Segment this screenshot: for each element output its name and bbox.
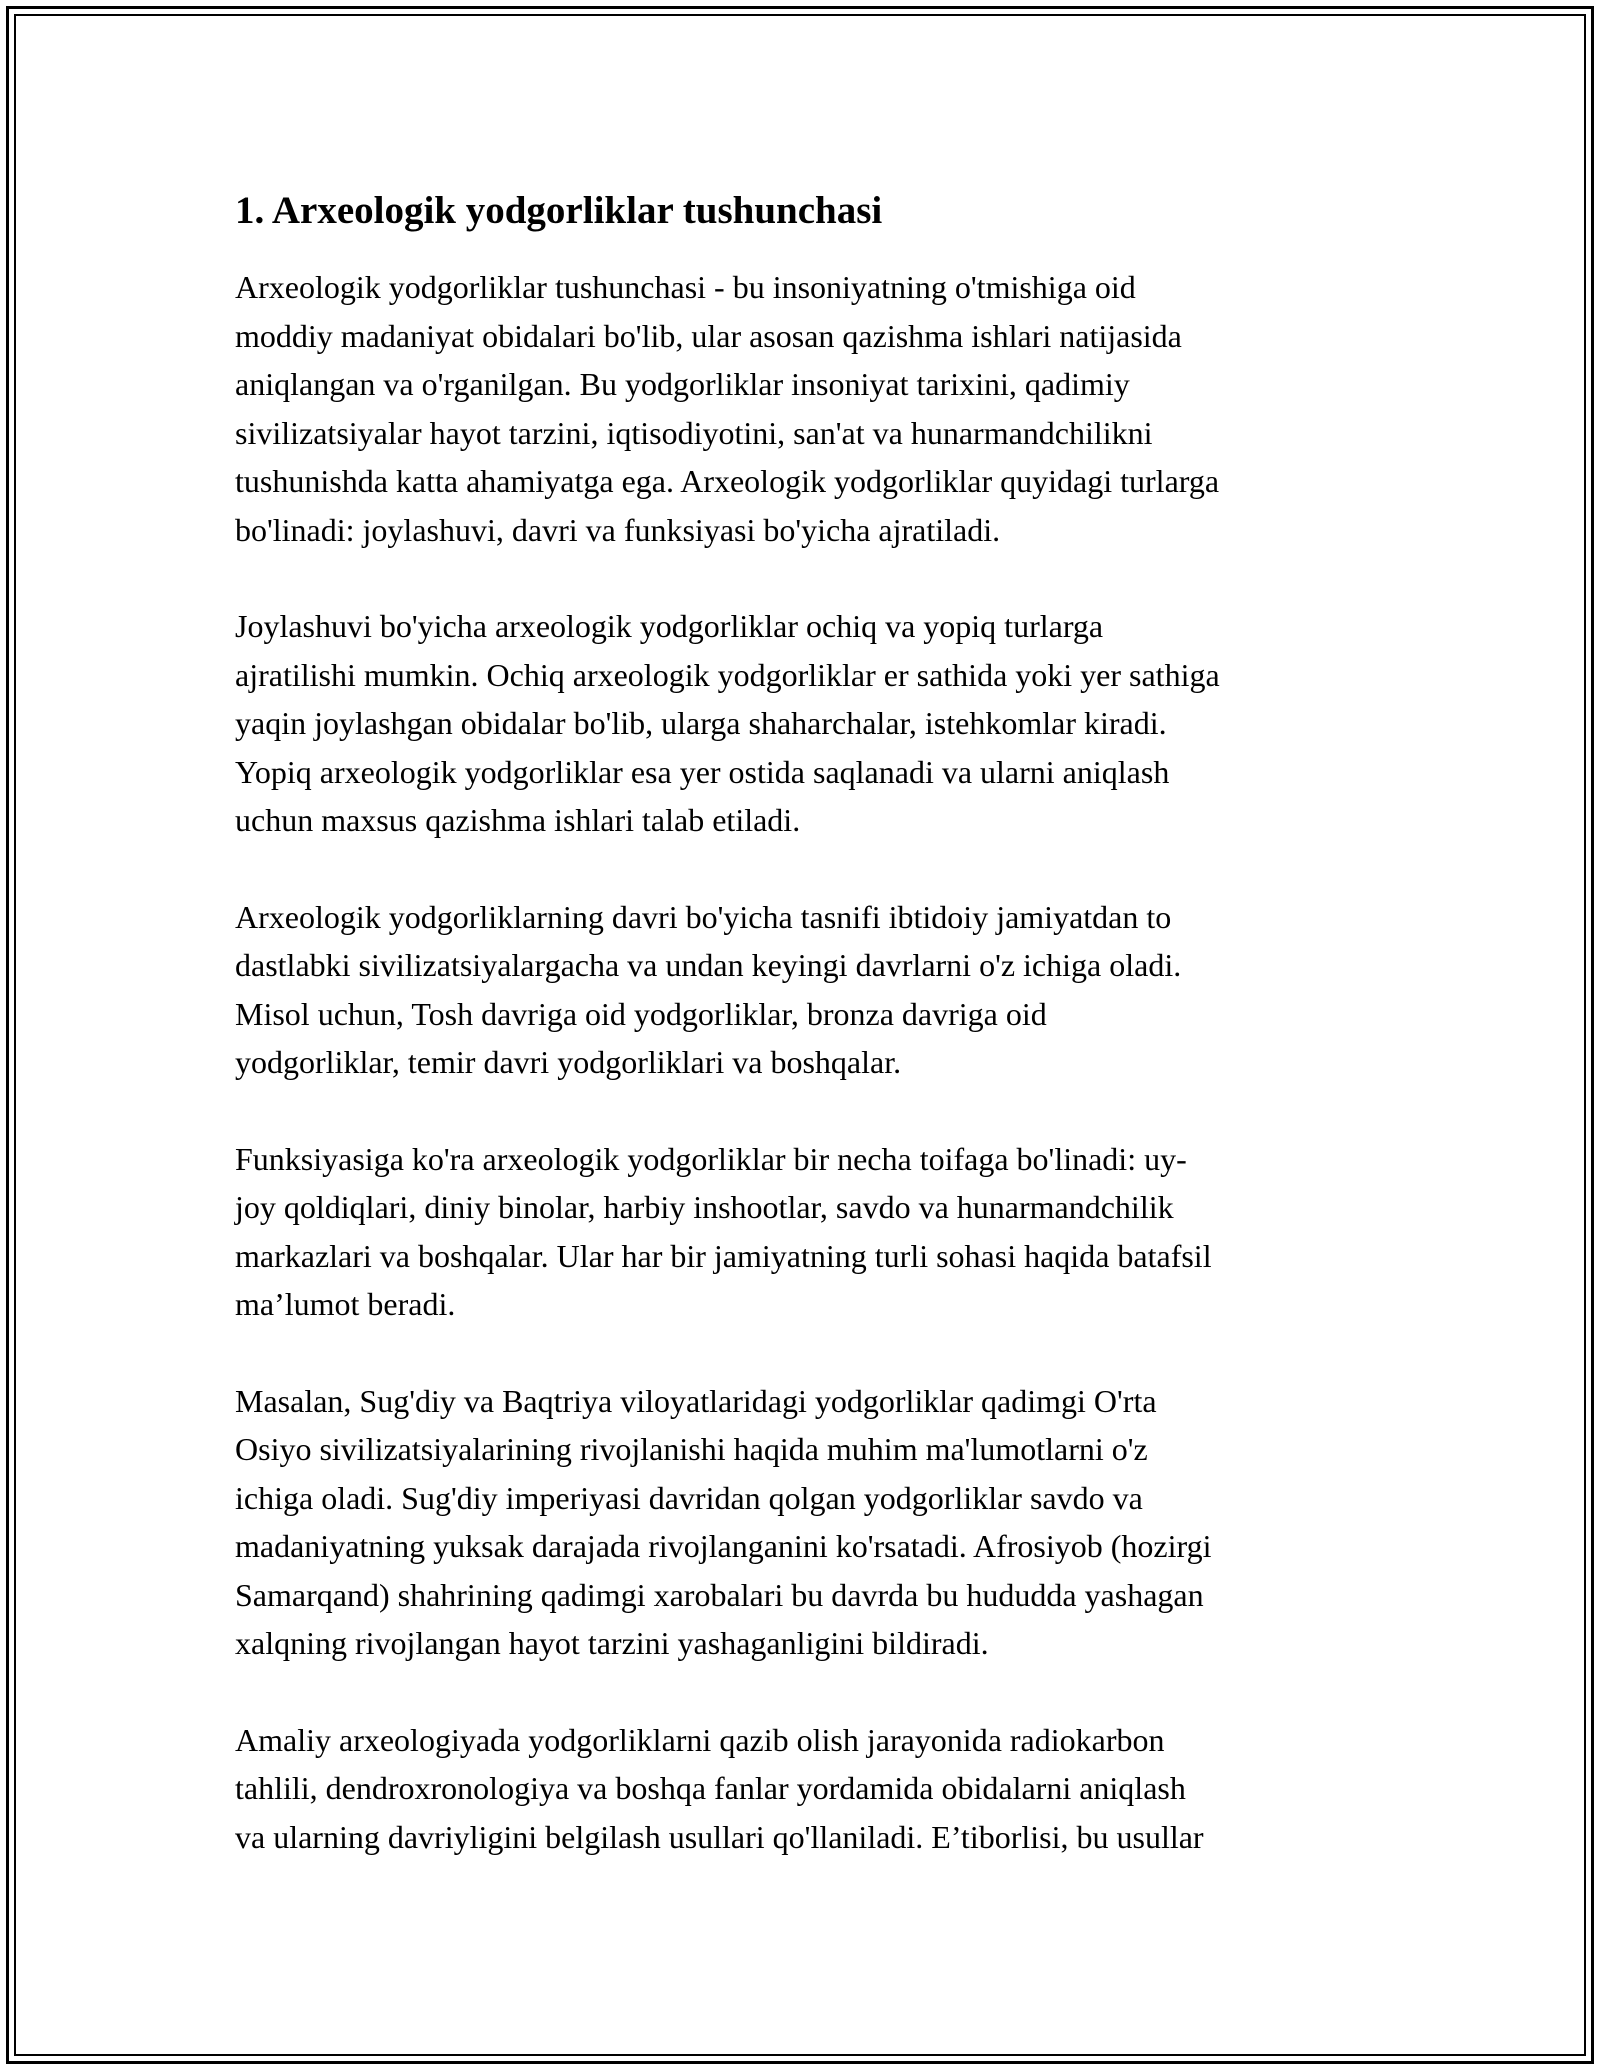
paragraph-example	[235, 1377, 1375, 1668]
text-line: Osiyo sivilizatsiyalarining rivojlanishi haqida muhim ma'lumotlarni o'z	[235, 1431, 1148, 1467]
text-line: moddiy madaniyat obidalari bo'lib, ular asosan qazishma ishlari natijasida	[235, 317, 1182, 354]
text-line: ajratilishi mumkin. Ochiq arxeologik yodgorliklar er sathida yoki yer sathiga	[235, 656, 1220, 693]
text-line: Arxeologik yodgorliklarning davri bo'yicha tasnifi ibtidoiy jamiyatdan to	[235, 898, 1172, 935]
text-line: Samarqand) shahrining qadimgi xarobalari bu davrda bu hududda yashagan	[235, 1576, 1204, 1613]
paragraph-definition	[235, 263, 1375, 554]
text-line: aniqlangan va o'rganilgan. Bu yodgorliklar insoniyat tarixini, qadimiy	[235, 366, 1130, 402]
document-body	[235, 185, 1375, 1909]
text-line: Misol uchun, Tosh davriga oid yodgorliklar, bronza davriga oid	[235, 995, 1047, 1032]
text-line: Masalan, Sug'diy va Baqtriya viloyatlaridagi yodgorliklar qadimgi O'rta	[235, 1382, 1157, 1419]
text-line: Arxeologik yodgorliklar tushunchasi - bu insoniyatning o'tmishiga oid	[235, 269, 1136, 305]
text-line: va ularning davriyligini belgilash usullari qo'llaniladi. E’tiborlisi, bu usullar	[235, 1818, 1204, 1855]
text-line: joy qoldiqlari, diniy binolar, harbiy inshootlar, savdo va hunarmandchilik	[235, 1189, 1174, 1225]
text-line: ma’lumot beradi.	[235, 1286, 456, 1322]
paragraph-function	[235, 1135, 1375, 1329]
paragraph-methods	[235, 1716, 1375, 1862]
text-line: Joylashuvi bo'yicha arxeologik yodgorliklar ochiq va yopiq turlarga	[235, 608, 1104, 644]
text-line: ichiga oladi. Sug'diy imperiyasi davridan qolgan yodgorliklar savdo va	[235, 1479, 1143, 1516]
text-line: madaniyatning yuksak darajada rivojlanganini ko'rsatadi. Afrosiyob (hozirgi	[235, 1528, 1212, 1564]
text-line: tahlili, dendroxronologiya va boshqa fanlar yordamida obidalarni aniqlash	[235, 1770, 1186, 1806]
paragraph-location	[235, 602, 1375, 845]
text-line: Amaliy arxeologiyada yodgorliklarni qazib olish jarayonida radiokarbon	[235, 1721, 1165, 1758]
section-heading: 1. Arxeologik yodgorliklar tushunchasi	[235, 189, 883, 232]
text-line: yaqin joylashgan obidalar bo'lib, ularga shaharchalar, istehkomlar kiradi.	[235, 705, 1167, 741]
text-line: tushunishda katta ahamiyatga ega. Arxeologik yodgorliklar quyidagi turlarga	[235, 463, 1220, 499]
text-line: uchun maxsus qazishma ishlari talab etiladi.	[235, 802, 801, 838]
text-line: xalqning rivojlangan hayot tarzini yashaganligini bildiradi.	[235, 1625, 989, 1661]
text-line: sivilizatsiyalar hayot tarzini, iqtisodiyotini, san'at va hunarmandchilikni	[235, 414, 1153, 451]
text-line: Yopiq arxeologik yodgorliklar esa yer ostida saqlanadi va ularni aniqlash	[235, 753, 1170, 790]
text-line: bo'linadi: joylashuvi, davri va funksiyasi bo'yicha ajratiladi.	[235, 511, 1001, 548]
text-line: dastlabki sivilizatsiyalargacha va undan keyingi davrlarni o'z ichiga oladi.	[235, 947, 1182, 983]
text-line: Funksiyasiga ko'ra arxeologik yodgorliklar bir necha toifaga bo'linadi: uy-	[235, 1140, 1187, 1177]
paragraph-period	[235, 893, 1375, 1087]
text-line: yodgorliklar, temir davri yodgorliklari va boshqalar.	[235, 1044, 902, 1080]
text-line: markazlari va boshqalar. Ular har bir jamiyatning turli sohasi haqida batafsil	[235, 1237, 1212, 1274]
